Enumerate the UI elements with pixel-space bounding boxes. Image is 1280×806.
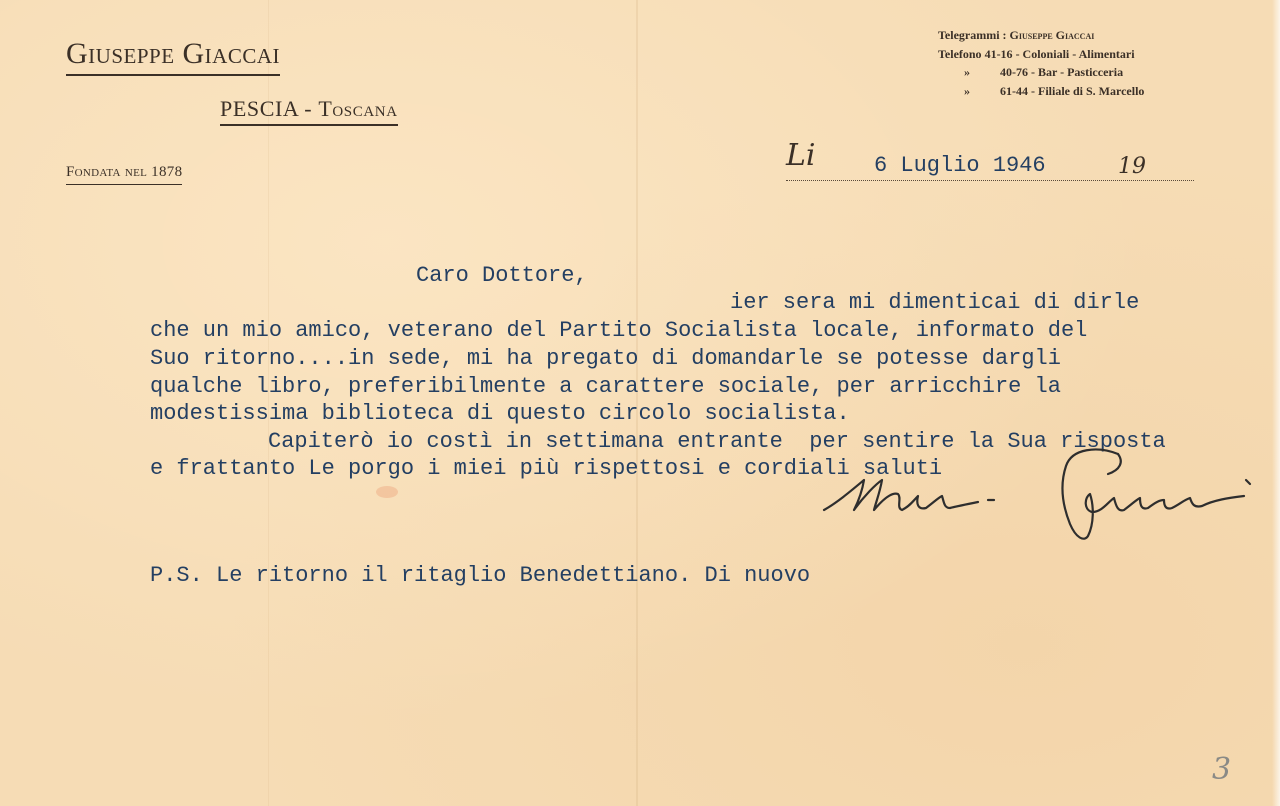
city-separator: - (298, 96, 319, 121)
body-line: modestissima biblioteca di questo circolo socialista. (150, 401, 850, 426)
paper-stain (376, 486, 398, 498)
phone-line (938, 82, 1144, 101)
phone-department: - Coloniali - Alimentari (1012, 46, 1135, 61)
telegrams-label: Telegrammi : (938, 28, 1010, 42)
contact-block (938, 26, 1144, 100)
postscript: P.S. Le ritorno il ritaglio Benedettiano. Di nuovo (150, 563, 811, 588)
phone-department: - Bar - Pasticceria (1028, 65, 1124, 79)
date-line (786, 140, 1194, 181)
phone-prefix: Telefono (938, 46, 985, 61)
phone-number: 61-44 (1000, 83, 1028, 98)
ditto-mark: » (964, 65, 970, 79)
phone-number: 41-16 (984, 46, 1013, 61)
handwritten-signature (818, 440, 1260, 550)
phone-line (938, 63, 1144, 82)
date-place-prefix: Li (786, 138, 816, 173)
body-line: e frattanto Le porgo i miei più rispettosi e cordiali saluti (150, 456, 943, 481)
letter-date: 6 Luglio 1946 (874, 153, 1046, 178)
body-line: che un mio amico, veterano del Partito Socialista locale, informato del (150, 318, 1088, 343)
telegrams-value: Giuseppe Giaccai (1009, 28, 1095, 42)
date-year-prefix: 19 (1118, 154, 1146, 179)
body-line: Suo ritorno....in sede, mi ha pregato di domandarle se potesse dargli (150, 346, 1061, 371)
body-line: ier sera mi dimenticai di dirle (730, 290, 1140, 315)
founded-year: Fondata nel 1878 (66, 160, 182, 185)
phone-line (938, 45, 1144, 64)
phone-department: - Filiale di S. Marcello (1028, 83, 1145, 98)
city-name: PESCIA (220, 96, 299, 121)
telegrams-line (938, 26, 1144, 45)
body-line: qualche libro, preferibilmente a carattere sociale, per arricchire la (150, 374, 1061, 399)
salutation: Caro Dottore, (416, 263, 588, 288)
company-city (220, 94, 398, 126)
phone-number: 40-76 (1000, 65, 1028, 79)
ditto-mark: » (964, 83, 970, 98)
region-name: Toscana (318, 96, 398, 121)
paper-edge (1272, 0, 1280, 806)
body-line: Capiterò io costì in settimana entrante per sentire la Sua risposta (268, 429, 1166, 454)
page-number: 3 (1212, 752, 1232, 787)
company-name: Giuseppe Giaccai (66, 34, 280, 76)
